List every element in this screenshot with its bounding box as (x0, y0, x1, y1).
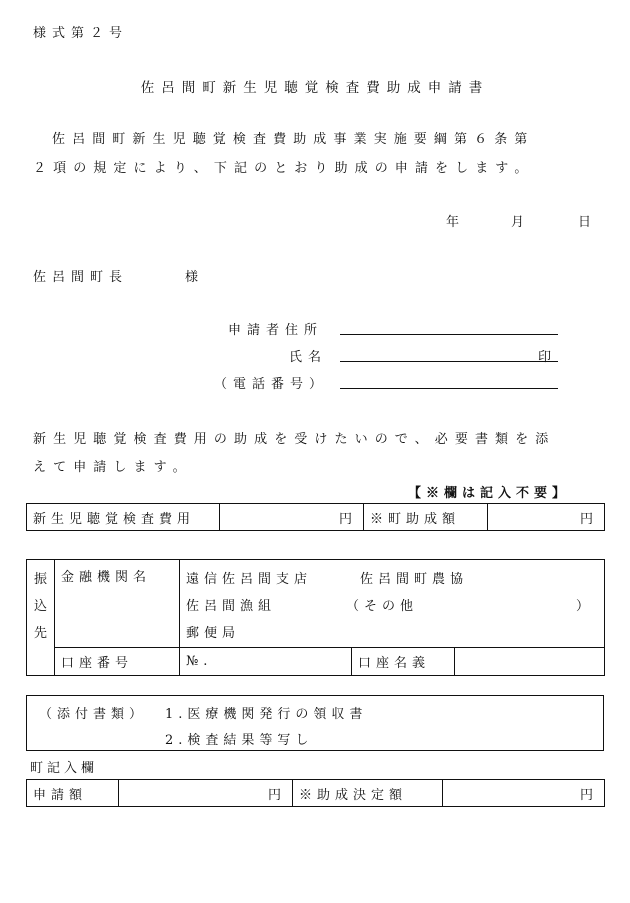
request-line-2: えて申請します。 (33, 460, 193, 475)
bank-option-2[interactable]: 佐呂間町農協 (360, 572, 469, 587)
bank-options (180, 560, 605, 648)
account-number-field[interactable]: №. (180, 648, 352, 676)
yen-unit: 円 (579, 511, 598, 527)
form-title: 佐呂間町新生児聴覚検査費助成申請書 (140, 80, 490, 96)
decision-amount-label: ※助成決定額 (293, 780, 443, 807)
applicant-address-label: 申請者住所 (228, 323, 324, 338)
grant-label: ※町助成額 (364, 504, 488, 531)
intro-line-2: ２項の規定により、下記のとおり助成の申請をします。 (33, 161, 535, 176)
account-name-field[interactable] (455, 648, 605, 676)
bank-option-4[interactable]: （その他 (346, 599, 419, 614)
application-amount-label: 申請額 (27, 780, 119, 807)
bank-option-1[interactable]: 遠信佐呂間支店 (186, 572, 313, 587)
addressee-name: 佐呂間町長 (33, 270, 129, 285)
cost-label: 新生児聴覚検査費用 (27, 504, 220, 531)
applicant-address-field[interactable] (340, 334, 558, 335)
yen-unit: 円 (267, 787, 286, 803)
bank-option-5[interactable]: 郵便局 (186, 626, 241, 641)
attachments-label: （添付書類） (39, 707, 148, 722)
transfer-table (26, 559, 605, 676)
date-day: 日 (578, 215, 592, 230)
town-section-heading: 町記入欄 (30, 761, 99, 776)
note-not-required: 【※欄は記入不要】 (408, 486, 571, 501)
transfer-side-label: 振 込 先 (27, 560, 55, 676)
bank-option-3[interactable]: 佐呂間漁組 (186, 599, 277, 614)
attachments-box (26, 695, 604, 751)
grant-amount-field[interactable] (488, 504, 605, 531)
date-year: 年 (446, 215, 460, 230)
cost-table (26, 503, 605, 531)
yen-unit: 円 (338, 511, 357, 527)
bank-label: 金融機関名 (55, 560, 180, 648)
intro-line-1: 佐呂間町新生児聴覚検査費助成事業実施要綱第６条第 (52, 132, 535, 147)
account-name-label: 口座名義 (352, 648, 455, 676)
decision-amount-field[interactable] (443, 780, 605, 807)
addressee-honorific: 様 (185, 270, 199, 285)
yen-unit: 円 (579, 787, 598, 803)
account-number-label: 口座番号 (55, 648, 180, 676)
applicant-name-label: 氏名 (289, 350, 328, 365)
seal-mark: 印 (538, 350, 552, 365)
applicant-phone-label: （電話番号） (214, 377, 329, 392)
application-amount-field[interactable] (119, 780, 293, 807)
attachment-item-2: 2.検査結果等写し (165, 733, 314, 748)
date-month: 月 (511, 215, 525, 230)
applicant-phone-field[interactable] (340, 388, 558, 389)
request-line-1: 新生児聴覚検査費用の助成を受けたいので、必要書類を添 (33, 432, 556, 447)
applicant-name-field[interactable] (340, 361, 558, 362)
bank-option-4-close: ） (576, 599, 595, 614)
attachment-item-1: 1.医療機関発行の領収書 (165, 707, 368, 722)
cost-amount-field[interactable] (220, 504, 364, 531)
form-number: 様式第２号 (33, 26, 129, 41)
town-table (26, 779, 605, 807)
